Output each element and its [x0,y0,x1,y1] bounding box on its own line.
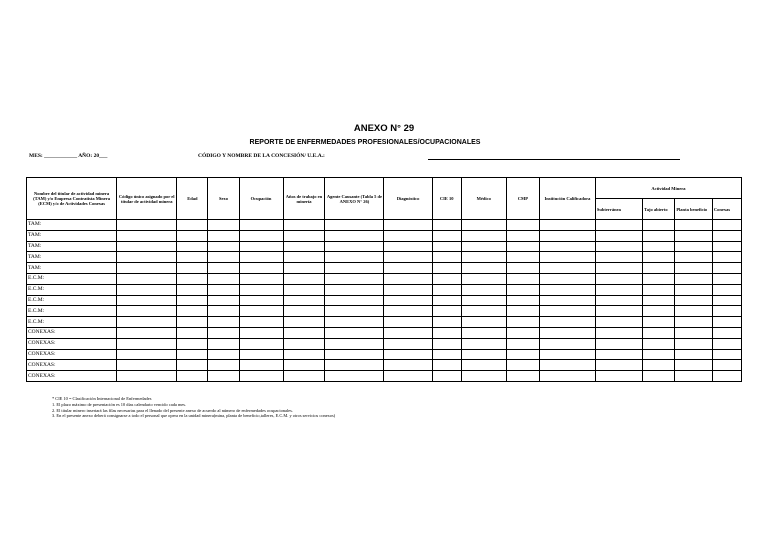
col-actividad-minera: Actividad Minera [595,178,741,199]
footnote-1: 1. El plazo máximo de presentación es 10 días calendario vencido cada mes. [52,401,187,407]
col-cie10: CIE 10 [432,178,461,220]
row-label: TAM: [27,220,117,231]
col-subterranea: Subterránea [595,199,642,220]
col-tajo-abierto: Tajo abierto [643,199,675,220]
col-institucion: Institución Calificadora [540,178,596,220]
footnotes [52,396,335,419]
table-row [27,263,742,274]
row-label: CONEXAS: [27,371,117,382]
report-table [26,177,742,382]
row-label: TAM: [27,252,117,263]
row-label: TAM: [27,230,117,241]
row-label: E.C.M: [27,295,117,306]
col-cmp: CMP [506,178,539,220]
table-row [27,371,742,382]
row-label: E.C.M: [27,306,117,317]
table-row [27,252,742,263]
row-label: CONEXAS: [27,338,117,349]
row-label: E.C.M: [27,284,117,295]
row-label: E.C.M: [27,273,117,284]
row-label: TAM: [27,241,117,252]
month-year-field: MES: ____________ AÑO: 20___ [29,153,108,159]
col-edad: Edad [177,178,208,220]
row-label: CONEXAS: [27,349,117,360]
table-row [27,317,742,328]
table-row [27,349,742,360]
col-anos-trabajo: Años de trabajo en minería [283,178,325,220]
table-row [27,220,742,231]
table-row [27,284,742,295]
table-row [27,327,742,338]
table-row [27,306,742,317]
table-row [27,338,742,349]
footnote-3: 3. En el presente anexo deberá consignarse a todo el personal que opera en la unidad minera(mina, planta de beneficio,talleres, E.C.M. y otros servicios conexos) [52,413,336,419]
row-label: TAM: [27,263,117,274]
table-row [27,230,742,241]
report-subtitle: REPORTE DE ENFERMEDADES PROFESIONALES/OCUPACIONALES [249,139,481,146]
annex-title: ANEXO N° 29 [353,123,415,134]
col-conexas: Conexas [712,199,741,220]
col-sexo: Sexo [208,178,239,220]
col-ocupacion: Ocupación [239,178,283,220]
col-nombre-titular: Nombre del titular de actividad minera (TAM) y/o Empresa Contratista Minera (ECM) y/o de Actividades Conexas [27,178,117,220]
footnote-2: 2. El titular minero insertará las filas necesarias para el llenado del presente anexo de acuerdo al número de enfermedades ocupacionales. [52,407,293,413]
table-body [27,220,742,382]
col-diagnostico: Diagnóstico [384,178,432,220]
col-agente-causante: Agente Causante (Tabla 5 de ANEXO N° 26) [325,178,384,220]
col-planta-beneficio: Planta beneficio [675,199,713,220]
footnote-cie: * CIE 10 = Clasificación Internacional de Enfermedades [52,396,152,401]
table-row [27,295,742,306]
row-label: CONEXAS: [27,360,117,371]
table-row [27,360,742,371]
row-label: CONEXAS: [27,327,117,338]
concession-code-line [428,159,680,160]
col-codigo-unico: Código único asignado por el titular de actividad minera [117,178,177,220]
concession-code-label: CÓDIGO Y NOMBRE DE LA CONCESIÓN/ U.E.A.: [198,153,325,159]
row-label: E.C.M: [27,317,117,328]
col-medico: Médico [461,178,506,220]
table-row [27,273,742,284]
table-row [27,241,742,252]
